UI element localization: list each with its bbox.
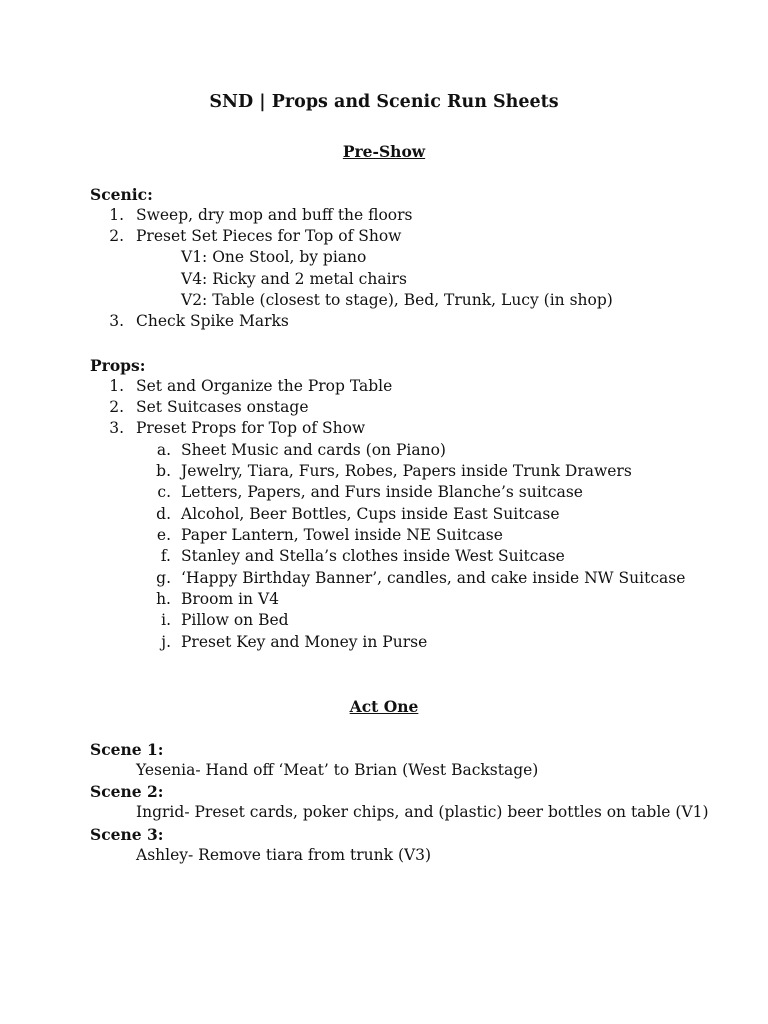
props-sub-item: Paper Lantern, Towel inside NE Suitcase (181, 526, 503, 544)
list-letter: b. (156, 462, 171, 480)
props-label: Props: (90, 356, 146, 375)
scene-label: Scene 3: (90, 825, 164, 844)
scenic-item: Check Spike Marks (136, 312, 289, 330)
list-letter: c. (157, 483, 171, 501)
list-letter: j. (161, 633, 171, 651)
props-item: Set Suitcases onstage (136, 398, 309, 416)
document-title: SND | Props and Scenic Run Sheets (209, 92, 559, 112)
list-number: 2. (109, 398, 124, 416)
list-letter: i. (161, 611, 171, 629)
props-sub-item: Alcohol, Beer Bottles, Cups inside East Suitcase (181, 505, 560, 523)
props-item: Preset Props for Top of Show (136, 419, 366, 437)
list-number: 1. (109, 377, 124, 395)
props-sub-item: Letters, Papers, and Furs inside Blanche’s suitcase (181, 483, 583, 501)
scenic-sub-item: V2: Table (closest to stage), Bed, Trunk, Lucy (in shop) (181, 291, 613, 309)
list-number: 2. (109, 227, 124, 245)
scene-note: Yesenia- Hand off ‘Meat’ to Brian (West Backstage) (136, 761, 539, 779)
scene-label: Scene 2: (90, 782, 164, 801)
list-number: 3. (109, 419, 124, 437)
scene-label: Scene 1: (90, 740, 164, 759)
list-letter: f. (160, 547, 171, 565)
props-sub-item: Pillow on Bed (181, 611, 289, 629)
preshow-heading: Pre-Show (342, 142, 426, 161)
scenic-label: Scenic: (90, 185, 153, 204)
props-sub-item: Broom in V4 (181, 590, 280, 608)
scenic-sub-item: V4: Ricky and 2 metal chairs (181, 270, 407, 288)
props-sub-item: ‘Happy Birthday Banner’, candles, and cake inside NW Suitcase (181, 569, 686, 587)
props-sub-item: Stanley and Stella’s clothes inside West Suitcase (181, 547, 565, 565)
props-sub-item: Preset Key and Money in Purse (181, 633, 428, 651)
list-letter: e. (156, 526, 171, 544)
props-sub-item: Jewelry, Tiara, Furs, Robes, Papers inside Trunk Drawers (181, 462, 632, 480)
list-number: 3. (109, 312, 124, 330)
list-letter: d. (156, 505, 171, 523)
scene-note: Ingrid- Preset cards, poker chips, and (plastic) beer bottles on table (V1) (136, 803, 709, 821)
act-one-heading: Act One (349, 697, 419, 716)
list-letter: h. (156, 590, 171, 608)
list-number: 1. (109, 206, 124, 224)
scene-note: Ashley- Remove tiara from trunk (V3) (136, 846, 432, 864)
scenic-item: Preset Set Pieces for Top of Show (136, 227, 402, 245)
list-letter: g. (156, 569, 171, 587)
props-item: Set and Organize the Prop Table (136, 377, 393, 395)
scenic-sub-item: V1: One Stool, by piano (181, 248, 367, 266)
list-letter: a. (156, 441, 171, 459)
scenic-item: Sweep, dry mop and buff the floors (136, 206, 413, 224)
props-sub-item: Sheet Music and cards (on Piano) (181, 441, 446, 459)
